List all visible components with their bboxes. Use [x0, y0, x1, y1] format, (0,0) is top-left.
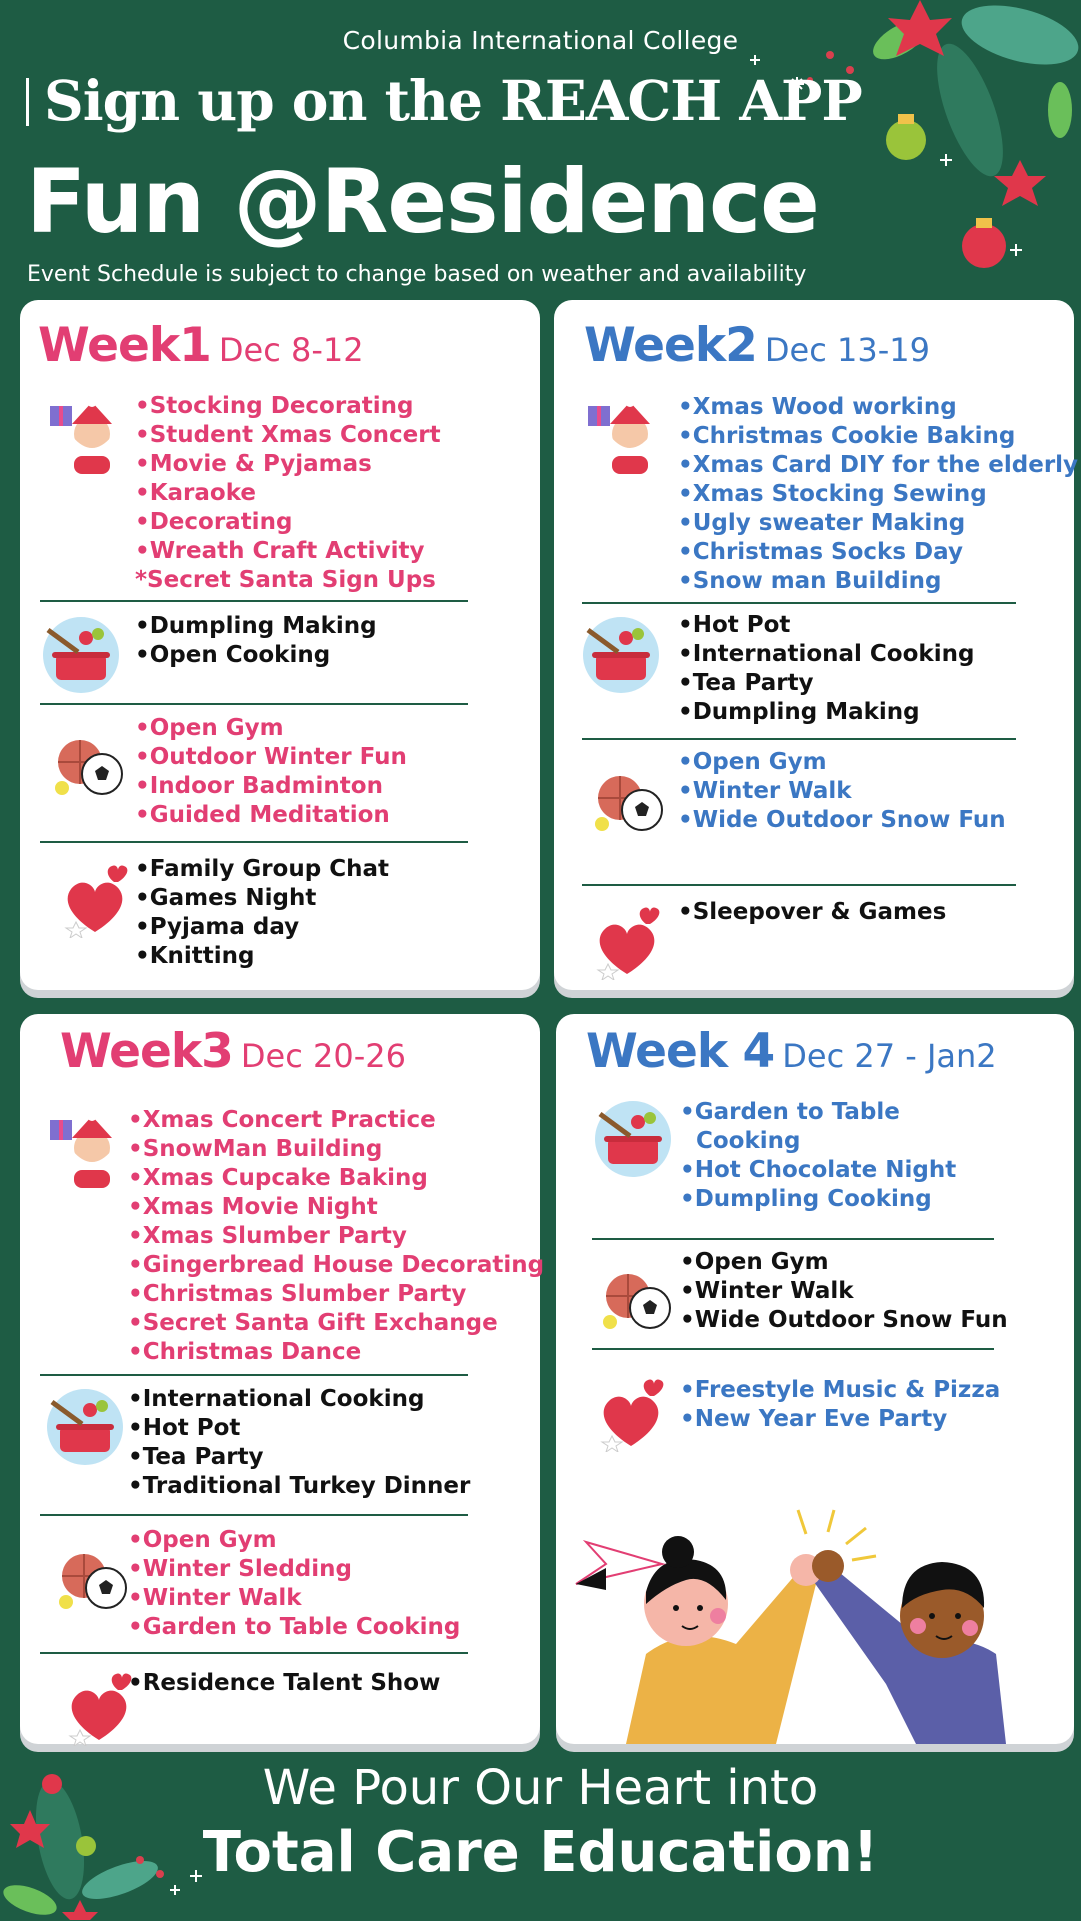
list-item: • Open Cooking: [135, 641, 377, 670]
week1-dates: Dec 8-12: [218, 331, 364, 369]
list-item: • Outdoor Winter Fun: [135, 743, 407, 772]
list-item: • Garden to Table: [680, 1098, 956, 1127]
list-item: • Wreath Craft Activity: [135, 537, 441, 566]
list-item: • Open Gym: [680, 1248, 1008, 1277]
list-item: • Stocking Decorating: [135, 392, 441, 421]
week2-title: Week2: [584, 318, 757, 373]
week4-social-list: [680, 1376, 1000, 1434]
week2-festive-list: [678, 393, 1078, 596]
week1-card: [20, 300, 540, 990]
list-item: • Gingerbread House Decorating: [128, 1251, 544, 1280]
signup-accent-bar: [26, 78, 29, 126]
list-item: • Ugly sweater Making: [678, 509, 1078, 538]
list-item: • SnowMan Building: [128, 1135, 544, 1164]
footer-slogan: Total Care Education!: [202, 1820, 879, 1885]
list-item: • Decorating: [135, 508, 441, 537]
week1-social-list: [135, 855, 389, 971]
signup-heading: Sign up on the REACH APP: [44, 68, 862, 133]
week3-sports-list: [128, 1526, 460, 1642]
list-item: • Residence Talent Show: [128, 1669, 440, 1698]
footer-tagline: We Pour Our Heart into: [262, 1760, 819, 1816]
list-item: • Dumpling Making: [678, 698, 974, 727]
list-item: • Xmas Card DIY for the elderly: [678, 451, 1078, 480]
list-item: • Movie & Pyjamas: [135, 450, 441, 479]
week3-social-list: [128, 1669, 440, 1698]
list-item: • Garden to Table Cooking: [128, 1613, 460, 1642]
list-item: Cooking: [696, 1128, 801, 1154]
week3-dates: Dec 20-26: [240, 1037, 406, 1075]
hearts-icon: [60, 1668, 138, 1746]
divider: [582, 602, 1016, 604]
hearts-icon: [588, 902, 666, 980]
list-item: • International Cooking: [678, 640, 974, 669]
list-item: • Winter Walk: [128, 1584, 460, 1613]
list-item: • Christmas Dance: [128, 1338, 544, 1367]
list-item: *Secret Santa Sign Ups: [135, 567, 436, 593]
page-title: Fun @Residence: [26, 150, 819, 253]
divider: [40, 600, 468, 602]
list-item: • Hot Pot: [678, 611, 974, 640]
list-item: • Winter Sledding: [128, 1555, 460, 1584]
cooking-pot-icon: [46, 1388, 124, 1466]
list-item: • Winter Walk: [680, 1277, 1008, 1306]
list-item: • Open Gym: [678, 748, 1006, 777]
week1-heading: [38, 318, 364, 373]
week3-card: [20, 1014, 545, 1744]
list-item: • Family Group Chat: [135, 855, 389, 884]
sports-balls-icon: [54, 1540, 132, 1618]
list-item: • Hot Pot: [128, 1414, 470, 1443]
list-item: • Traditional Turkey Dinner: [128, 1472, 470, 1501]
week2-card: [554, 300, 1079, 990]
list-item: • Dumpling Cooking: [680, 1185, 956, 1214]
divider: [592, 1348, 994, 1350]
week4-title: Week 4: [586, 1024, 775, 1079]
list-item: • Tea Party: [128, 1443, 470, 1472]
list-item: • Games Night: [135, 884, 389, 913]
list-item: • Karaoke: [135, 479, 441, 508]
hearts-icon: [56, 860, 134, 938]
santa-icon: [46, 1112, 124, 1190]
sports-balls-icon: [598, 1260, 676, 1338]
santa-icon: [46, 398, 124, 476]
list-item: • Tea Party: [678, 669, 974, 698]
divider: [592, 1238, 994, 1240]
week3-heading: [60, 1024, 406, 1079]
week1-title: Week1: [38, 318, 211, 373]
list-item: • Sleepover & Games: [678, 898, 946, 927]
week4-sports-list: [680, 1248, 1008, 1335]
week2-sports-list: [678, 748, 1006, 835]
divider: [40, 1652, 468, 1654]
list-item: • Wide Outdoor Snow Fun: [680, 1306, 1008, 1335]
cooking-pot-icon: [582, 616, 660, 694]
list-item: • Open Gym: [135, 714, 407, 743]
list-item: • Freestyle Music & Pizza: [680, 1376, 1000, 1405]
list-item: • Snow man Building: [678, 567, 1078, 596]
cooking-pot-icon: [594, 1100, 672, 1178]
week1-sports-list: [135, 714, 407, 830]
list-item: • New Year Eve Party: [680, 1405, 1000, 1434]
week2-dates: Dec 13-19: [764, 331, 930, 369]
week3-cooking-list: [128, 1385, 470, 1501]
list-item: • Open Gym: [128, 1526, 460, 1555]
list-item: • Secret Santa Gift Exchange: [128, 1309, 544, 1338]
list-item: • Student Xmas Concert: [135, 421, 441, 450]
week3-title: Week3: [60, 1024, 233, 1079]
divider: [40, 1374, 468, 1376]
week4-heading: [586, 1024, 997, 1079]
list-item: • Xmas Movie Night: [128, 1193, 544, 1222]
list-item: • Christmas Slumber Party: [128, 1280, 544, 1309]
schedule-note: Event Schedule is subject to change based on weather and availability: [27, 262, 807, 287]
week4-cooking-list: [680, 1098, 956, 1214]
high-five-illustration: [566, 1504, 1066, 1744]
week2-social-list: [678, 898, 946, 927]
list-item: • Xmas Stocking Sewing: [678, 480, 1078, 509]
list-item: • International Cooking: [128, 1385, 470, 1414]
week1-festive-list: [135, 392, 441, 595]
list-item: • Christmas Cookie Baking: [678, 422, 1078, 451]
sports-balls-icon: [590, 762, 668, 840]
list-item: • Pyjama day: [135, 913, 389, 942]
list-item: • Xmas Cupcake Baking: [128, 1164, 544, 1193]
santa-icon: [584, 398, 662, 476]
divider: [582, 884, 1016, 886]
list-item: • Indoor Badminton: [135, 772, 407, 801]
list-item: • Dumpling Making: [135, 612, 377, 641]
week4-dates: Dec 27 - Jan2: [782, 1037, 997, 1075]
week4-card: [556, 1014, 1074, 1744]
list-item: • Winter Walk: [678, 777, 1006, 806]
hearts-icon: [592, 1374, 670, 1452]
college-name: Columbia International College: [342, 26, 739, 55]
week2-cooking-list: [678, 611, 974, 727]
list-item: • Christmas Socks Day: [678, 538, 1078, 567]
list-item: • Guided Meditation: [135, 801, 407, 830]
list-item: • Xmas Concert Practice: [128, 1106, 544, 1135]
list-item: • Hot Chocolate Night: [680, 1156, 956, 1185]
divider: [582, 738, 1016, 740]
list-item: • Xmas Slumber Party: [128, 1222, 544, 1251]
list-item: • Xmas Wood working: [678, 393, 1078, 422]
cooking-pot-icon: [42, 616, 120, 694]
divider: [40, 841, 468, 843]
list-item: • Wide Outdoor Snow Fun: [678, 806, 1006, 835]
sports-balls-icon: [50, 726, 128, 804]
divider: [40, 703, 468, 705]
week2-heading: [584, 318, 930, 373]
list-item: • Knitting: [135, 942, 389, 971]
divider: [40, 1514, 468, 1516]
week1-cooking-list: [135, 612, 377, 670]
week3-festive-list: [128, 1106, 544, 1367]
